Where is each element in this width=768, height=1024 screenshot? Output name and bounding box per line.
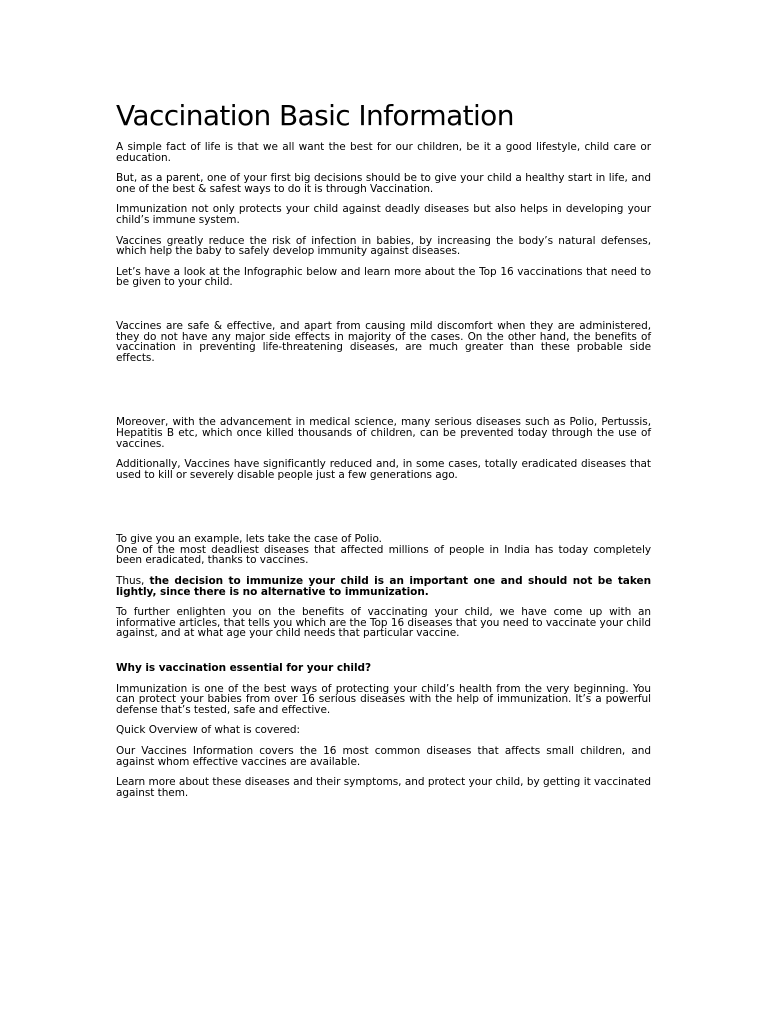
paragraph-eradicated-diseases: Additionally, Vaccines have significantly reduced and, in some cases, totally eradicated diseases that used to kill or severely disable people just a few generations ago. — [116, 458, 651, 481]
paragraph-polio-eradicated: One of the most deadliest diseases that affected millions of people in India has today completely been eradicated, thanks to vaccines. — [116, 543, 651, 567]
paragraph-safe-effective: Vaccines are safe & effective, and apart from causing mild discomfort when they are administered, they do not have any major side effects in majority of the cases. On the other hand, the benefits of vaccination in preventing life-threatening diseases, are much greater than these probable side effects. — [116, 319, 651, 364]
paragraph-parent-decision: But, as a parent, one of your first big decisions should be to give your child a healthy start in life, and one of the best & safest ways to do it is through Vaccination. — [116, 172, 651, 195]
decision-bold-text: the decision to immunize your child is an important one and should not be taken lightly, since there is no alternative to immunization. — [116, 575, 651, 598]
paragraph-immunization-best-way: Immunization is one of the best ways of protecting your child’s health from the very beginning. You can protect your babies from over 16 serious diseases with the help of immunization. It’s a powerful defense that’s tested, safe and effective. — [116, 682, 651, 716]
paragraph-medical-advancement: Moreover, with the advancement in medical science, many serious diseases such as Polio, Pertussis, Hepatitis B etc, which once killed thousands of children, can be prevented today through the use of vaccines. — [116, 416, 651, 450]
paragraph-learn-more: Learn more about these diseases and their symptoms, and protect your child, by getting it vaccinated against them. — [116, 776, 651, 799]
paragraph-quick-overview: Quick Overview of what is covered: — [116, 724, 301, 737]
paragraph-intro: A simple fact of life is that we all want the best for our children, be it a good lifestyle, child care or education. — [116, 141, 651, 164]
document-title: Vaccination Basic Information — [116, 99, 514, 132]
section-heading-why-vaccination: Why is vaccination essential for your child? — [116, 662, 372, 675]
paragraph-infographic: Let’s have a look at the Infographic below and learn more about the Top 16 vaccinations that need to be given to your child. — [116, 265, 651, 289]
paragraph-vaccines-information: Our Vaccines Information covers the 16 most common diseases that affects small children, and against whom effective vaccines are available. — [116, 745, 651, 768]
decision-prefix: Thus, — [116, 575, 150, 588]
paragraph-polio-example: To give you an example, lets take the case of Polio. — [116, 533, 382, 546]
paragraph-immunization-protects: Immunization not only protects your child against deadly diseases but also helps in developing your child’s immune system. — [116, 203, 651, 226]
paragraph-vaccines-reduce-risk: Vaccines greatly reduce the risk of infection in babies, by increasing the body’s natural defenses, which help the baby to safely develop immunity against diseases. — [116, 234, 651, 258]
document-page — [116, 98, 651, 798]
paragraph-further-enlighten: To further enlighten you on the benefits of vaccinating your child, we have come up with an informative articles, that tells you which are the Top 16 diseases that you need to vaccinate your child against, and at what age your child needs that particular vaccine. — [116, 606, 651, 640]
paragraph-decision — [116, 576, 651, 597]
